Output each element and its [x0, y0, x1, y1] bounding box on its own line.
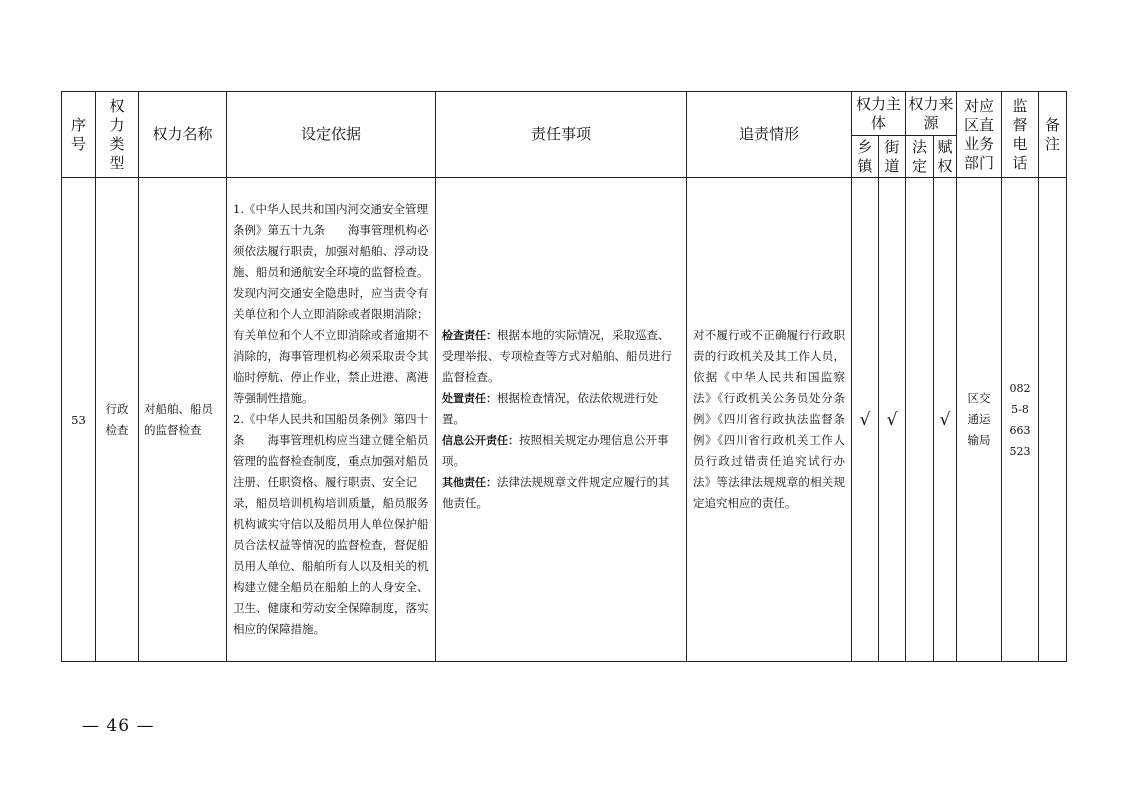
row-remark [1039, 178, 1067, 662]
header-source-legal: 法定 [906, 136, 934, 178]
header-seq: 序号 [62, 92, 96, 178]
duty-item: 检查责任：根据本地的实际情况，采取巡查、受理举报、专项检查等方式对船舶、船员进行监督检查。 [442, 328, 672, 384]
row-seq: 53 [62, 178, 96, 662]
header-name: 权力名称 [139, 92, 227, 178]
header-type: 权力类型 [96, 92, 139, 178]
header-duties: 责任事项 [436, 92, 687, 178]
row-name: 对船舶、船员的监督检查 [139, 178, 227, 662]
row-township-mark: √ [852, 178, 879, 662]
row-phone: 0825-8663523 [1002, 178, 1039, 662]
page-number: — 46 — [82, 716, 155, 736]
row-street-mark: √ [879, 178, 906, 662]
row-type: 行政检查 [96, 178, 139, 662]
power-list-table [61, 91, 1067, 662]
header-subject-township: 乡镇 [852, 136, 879, 178]
header-dept: 对应区直业务部门 [957, 92, 1002, 178]
basis-item: 1.《中华人民共和国内河交通安全管理条例》第五十九条 海事管理机构必须依法履行职责，加强对船舶、浮动设施、船员和通航安全环境的监督检查。发现内河交通安全隐患时，应当责令有关单位和个人立即消除或者限期消除；有关单位和个人不立即消除或者逾期不消除的，海事管理机构必须采取责令其临时停航、停止作业，禁止进港、离港等强制性措施。 [233, 202, 429, 405]
header-source: 权力来源 [906, 92, 957, 136]
header-phone: 监督电话 [1002, 92, 1039, 178]
duty-item: 其他责任：法律法规规章文件规定应履行的其他责任。 [442, 475, 670, 510]
header-source-granted: 赋权 [934, 136, 957, 178]
duty-item: 信息公开责任：按照相关规定办理信息公开事项。 [442, 433, 669, 468]
row-granted-mark: √ [934, 178, 957, 662]
row-legal-mark [906, 178, 934, 662]
header-subject: 权力主体 [852, 92, 906, 136]
basis-item: 2.《中华人民共和国船员条例》第四十条 海事管理机构应当建立健全船员管理的监督检查制度，重点加强对船员注册、任职资格、履行职责、安全记录，船员培训机构培训质量，船员服务机构诚实守信以及船员用人单位保护船员合法权益等情况的监督检查，督促船员用人单位、船舶所有人以及相关的机构建立健全船员在船舶上的人身安全、卫生、健康和劳动安全保障制度，落实相应的保障措施。 [233, 412, 429, 636]
header-accountability: 追责情形 [687, 92, 852, 178]
row-duties [436, 178, 687, 662]
table-row [62, 178, 1067, 662]
header-subject-street: 街道 [879, 136, 906, 178]
header-basis: 设定依据 [227, 92, 436, 178]
row-accountability: 对不履行或不正确履行行政职责的行政机关及其工作人员，依据《中华人民共和国监察法》《行政机关公务员处分条例》《四川省行政执法监督条例》《四川省行政机关工作人员行政过错责任追究试行办法》等法律法规规章的相关规定追究相应的责任。 [687, 178, 852, 662]
row-basis [227, 178, 436, 662]
duty-item: 处置责任：根据检查情况，依法依规进行处置。 [442, 391, 658, 426]
header-remark: 备注 [1039, 92, 1067, 178]
row-dept: 区交通运输局 [957, 178, 1002, 662]
